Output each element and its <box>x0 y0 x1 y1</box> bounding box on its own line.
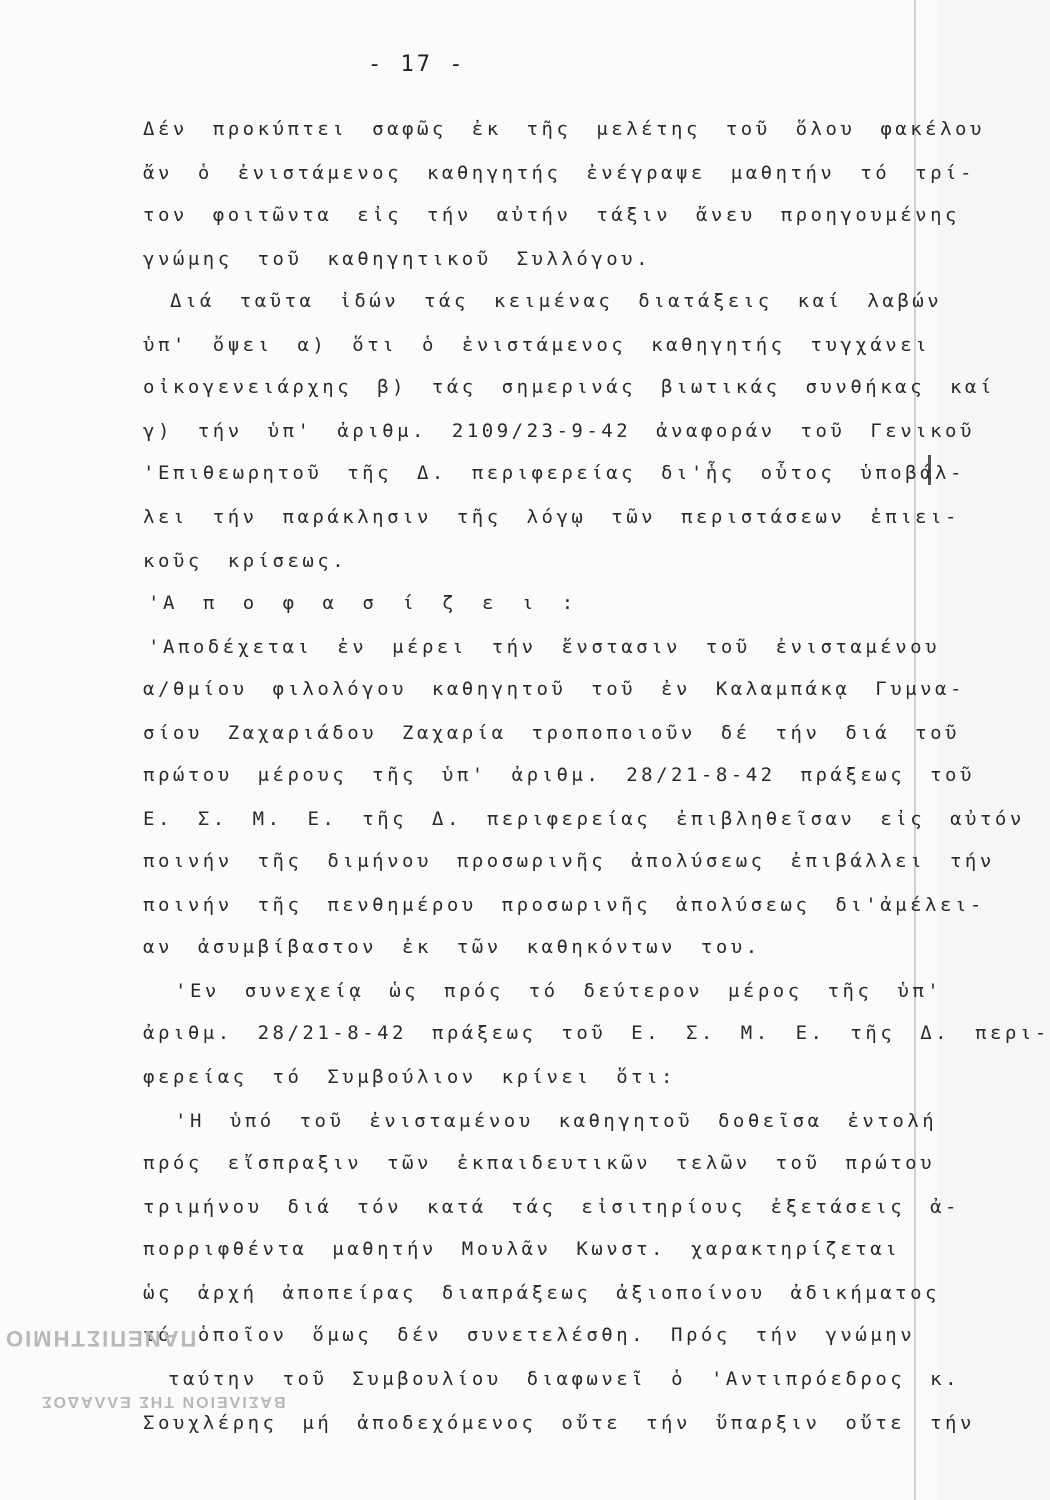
text-line: ὑπ' ὄψει α) ὅτι ὁ ἐνιστάμενος καθηγητής τυγχάνει <box>143 334 931 356</box>
text-line: α/θμίου φιλολόγου καθηγητοῦ τοῦ ἐν Καλαμπάκᾳ Γυμνα- <box>143 678 965 700</box>
text-line: κοῦς κρίσεως. <box>143 550 348 572</box>
text-line: αν ἀσυμβίβαστον ἐκ τῶν καθηκόντων του. <box>143 936 761 958</box>
text-line: ποινήν τῆς πενθημέρου προσωρινῆς ἀπολύσεως δι'ἀμέλει- <box>143 894 985 916</box>
text-line: Ε. Σ. Μ. Ε. τῆς Δ. περιφερείας ἐπιβληθεῖσαν εἰς αὐτόν <box>143 808 1025 830</box>
text-line: Σουχλέρης μή ἀποδεχόμενος οὔτε τήν ὕπαρξιν οὔτε τήν <box>143 1412 975 1434</box>
text-line: ταύτην τοῦ Συμβουλίου διαφωνεῖ ὁ 'Αντιπρόεδρος κ. <box>168 1368 961 1390</box>
text-line: τον φοιτῶντα εἰς τήν αὐτήν τάξιν ἄνευ προηγουμένης <box>143 204 960 226</box>
text-line: λει τήν παράκλησιν τῆς λόγῳ τῶν περιστάσεων ἐπιει- <box>143 506 960 528</box>
text-line: πορριφθέντα μαθητήν Μουλᾶν Κωνστ. χαρακτηρίζεται <box>143 1238 901 1260</box>
text-line: γνώμης τοῦ καθηγητικοῦ Συλλόγου. <box>143 248 652 270</box>
text-line: ποινήν τῆς διμήνου προσωρινῆς ἀπολύσεως ἐπιβάλλει τήν <box>143 850 995 872</box>
text-line: Διά ταῦτα ἰδών τάς κειμένας διατάξεις καί λαβών <box>170 290 943 312</box>
page-number: - 17 - <box>368 52 466 77</box>
text-line: γ) τήν ὑπ' ἀριθμ. 2109/23-9-42 ἀναφοράν τοῦ Γενικοῦ <box>143 420 975 442</box>
text-line: τριμήνου διά τόν κατά τάς εἰσιτηρίους ἐξετάσεις ἀ- <box>143 1196 960 1218</box>
text-line: πρώτου μέρους τῆς ὑπ' ἀριθμ. 28/21-8-42 πράξεως τοῦ <box>143 764 975 786</box>
text-line: πρός εἴσπραξιν τῶν ἐκπαιδευτικῶν τελῶν τοῦ πρώτου <box>143 1152 936 1174</box>
library-stamp: ΒΑΣΙΛΕΙΟΝ ΤΗΣ ΕΛΛΑΔΟΣ <box>40 1393 286 1410</box>
text-line: 'Επιθεωρητοῦ τῆς Δ. περιφερείας δι'ἧς οὗτος ὑποβάλ- <box>143 462 965 484</box>
text-line: Δέν προκύπτει σαφῶς ἐκ τῆς μελέτης τοῦ ὅλου φακέλου <box>143 118 985 140</box>
text-line: φερείας τό Συμβούλιον κρίνει ὅτι: <box>143 1066 676 1088</box>
text-line: ἀριθμ. 28/21-8-42 πράξεως τοῦ Ε. Σ. Μ. Ε. τῆς Δ. περι- <box>143 1022 1050 1044</box>
text-line: σίου Ζαχαριάδου Ζαχαρία τροποποιοῦν δέ τήν διά τοῦ <box>143 722 960 744</box>
text-line: οἰκογενειάρχης β) τάς σημερινάς βιωτικάς συνθήκας καί <box>143 376 995 398</box>
library-stamp: ΠΑΝΕΠΙΣΤΗΜΙΟ <box>4 1326 197 1351</box>
text-line: τό ὁποῖον ὅμως δέν συνετελέσθη. Πρός τήν γνώμην <box>143 1324 916 1346</box>
text-line: 'Αποδέχεται ἐν μέρει τήν ἔνστασιν τοῦ ἐνισταμένου <box>148 636 941 658</box>
text-line: 'Η ὑπό τοῦ ἐνισταμένου καθηγητοῦ δοθεῖσα ἐντολή <box>175 1110 938 1132</box>
text-line: ἄν ὁ ἐνιστάμενος καθηγητής ἐνέγραψε μαθητήν τό τρί- <box>143 162 975 184</box>
section-heading: 'Α π ο φ α σ ί ζ ε ι : <box>148 592 577 614</box>
text-line: ὡς ἀρχή ἀποπείρας διαπράξεως ἀξιοποίνου ἀδικήματος <box>143 1282 940 1304</box>
text-line: 'Εν συνεχείᾳ ὡς πρός τό δεύτερον μέρος τῆς ὑπ' <box>175 980 943 1002</box>
